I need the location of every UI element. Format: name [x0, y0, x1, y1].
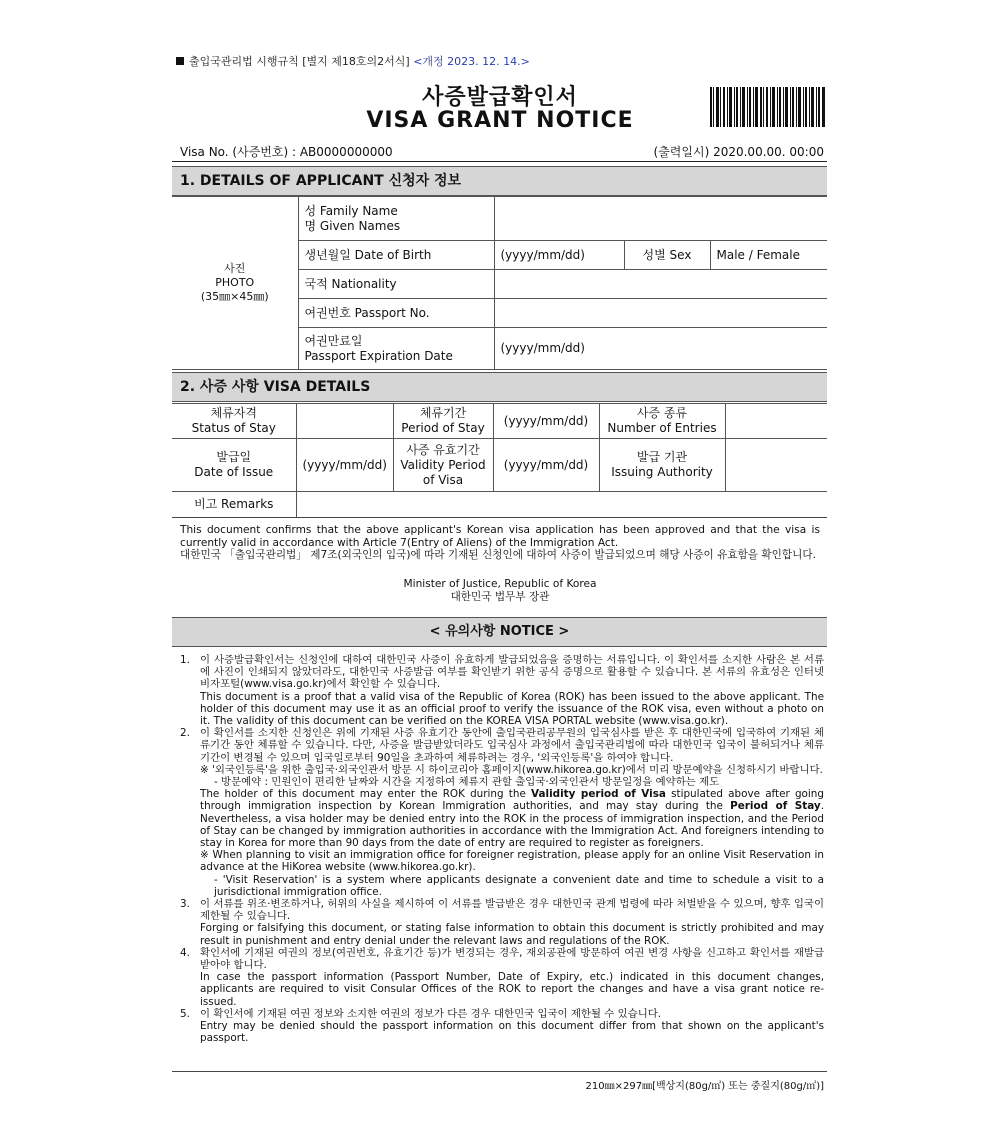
notice-2-en-part: The holder of this document may enter the ROK during the	[200, 788, 532, 801]
photo-box	[172, 197, 298, 370]
name-label-cell	[298, 197, 494, 241]
revision-date: <개정 2023. 12. 14.>	[413, 55, 530, 68]
notice-2-note-3: ※ When planning to visit an immigration office for foreigner registration, please apply for an online Visit Reservation in advance at the HiKorea website (www.hikorea.go.kr).	[200, 849, 824, 874]
nationality-label: 국적 Nationality	[298, 270, 494, 299]
visa-details-table	[172, 403, 827, 518]
dob-label: 생년월일 Date of Birth	[298, 241, 494, 270]
document-title-en: VISA GRANT NOTICE	[366, 108, 634, 133]
entries-label-en: Number of Entries	[607, 421, 717, 435]
notice-1-en: This document is a proof that a valid visa of the Republic of Korea (ROK) has been issued to the above applicant. The holder of this document may use it as an official proof to verify the issuance of the ROK visa, even without a photo on it. The validity of this document can be verified on the KOREA VISA PORTAL website (www.visa.go.kr).	[200, 690, 824, 728]
confirmation-ko: 대한민국 「출입국관리법」 제7조(외국인의 입국)에 따라 기재된 신청인에 대하여 사증이 발급되었으며 해당 사증이 유효함을 확인합니다.	[180, 549, 816, 562]
notice-number: 3.	[180, 898, 190, 911]
dob-value[interactable]: (yyyy/mm/dd)	[494, 241, 624, 270]
entries-value-field[interactable]	[725, 404, 827, 439]
notice-item-5	[180, 1008, 824, 1045]
minister-en: Minister of Justice, Republic of Korea	[403, 578, 597, 590]
notice-3-en: Forging or falsifying this document, or stating false information to obtain this document is strictly prohibited and may result in punishment and entry denial under the relevant laws and regulations of the ROK.	[200, 922, 824, 947]
paper-spec: 210㎜×297㎜[백상지(80g/㎡) 또는 중질지(80g/㎡)]	[585, 1081, 824, 1092]
notice-item-1	[180, 654, 824, 727]
period-value[interactable]: (yyyy/mm/dd)	[493, 404, 599, 439]
notice-3-ko: 이 서류를 위조·변조하거나, 허위의 사실을 제시하여 이 서류를 발급받은 경우 대한민국 관계 법령에 따라 처벌받을 수 있으며, 향후 입국이 제한될 수 있습니다.	[200, 898, 824, 923]
issuer-block	[350, 578, 650, 604]
period-of-stay-emphasis: Period of Stay	[730, 800, 821, 813]
notice-number: 5.	[180, 1007, 190, 1020]
status-label-cell	[172, 404, 296, 439]
barcode-icon	[710, 87, 825, 127]
period-label-cell	[393, 404, 493, 439]
remarks-value-field[interactable]	[296, 492, 827, 518]
notice-5-en: Entry may be denied should the passport information on this document differ from that shown on the applicant's passport.	[200, 1020, 824, 1045]
notice-1-ko: 이 사증발급확인서는 신청인에 대하여 대한민국 사증이 유효하게 발급되었음을 증명하는 서류입니다. 이 확인서를 소지한 사람은 본 서류에 사진이 인쇄되지 않았더라도, 대한민국 사증발급 여부를 확인받기 위한 공식 증명으로 활용할 수 있습니다. 본 서류의 유효성은 인터넷 비자포털(www.visa.go.kr)에서 확인할 수 있습니다.	[200, 654, 824, 691]
issue-value[interactable]: (yyyy/mm/dd)	[296, 439, 393, 492]
form-reference	[176, 53, 530, 69]
notice-heading: < 유의사항 NOTICE >	[172, 617, 827, 647]
sex-label: 성별 Sex	[624, 241, 710, 270]
authority-label-ko: 발급 기관	[636, 450, 688, 464]
document-title-ko: 사증발급확인서	[422, 85, 578, 110]
print-datetime: (출력일시) 2020.00.00. 00:00	[653, 145, 824, 159]
given-names-label: 명 Given Names	[304, 218, 401, 233]
confirmation-en: This document confirms that the above applicant's Korean visa application has been approved and that the visa is currently valid in accordance with Article 7(Entry of Aliens) of the Immigration Act.	[180, 524, 820, 549]
family-name-label: 성 Family Name	[304, 203, 398, 218]
notice-2-note-1: ※ '외국인등록'을 위한 출입국·외국인관서 방문 시 하이코리아 홈페이지(www.hikorea.go.kr)에서 미리 방문예약을 신청하시기 바랍니다.	[200, 763, 823, 776]
notice-2-en-part: stipulated above after going through immigration inspection by Korean Immigration authorities, and may stay during the	[200, 788, 824, 813]
legal-reference: 출입국관리법 시행규칙 [별지 제18호의2서식]	[189, 55, 410, 68]
notice-4-en: In case the passport information (Passport Number, Date of Expiry, etc.) indicated in this document changes, applicants are required to visit Consular Offices of the ROK to report the changes and have a visa grant notice re-issued.	[200, 971, 824, 1008]
status-value-field[interactable]	[296, 404, 393, 439]
passport-exp-label-ko: 여권만료일	[304, 333, 363, 348]
notice-2-note-2: - 방문예약 : 민원인이 편리한 날짜와 시간을 지정하여 체류지 관할 출입국·외국인관서 방문일정을 예약하는 제도	[214, 776, 720, 789]
issue-label-ko: 발급일	[216, 450, 252, 464]
name-value-field[interactable]	[494, 197, 827, 241]
passport-exp-label-en: Passport Expiration Date	[304, 348, 453, 363]
divider	[172, 517, 827, 518]
entries-label-ko: 사증 종류	[636, 406, 688, 420]
sex-value[interactable]: Male / Female	[710, 241, 827, 270]
passport-no-value-field[interactable]	[494, 299, 827, 328]
nationality-value-field[interactable]	[494, 270, 827, 299]
notice-5-ko: 이 확인서에 기재된 여권 정보와 소지한 여권의 정보가 다른 경우 대한민국 입국이 제한될 수 있습니다.	[200, 1007, 662, 1020]
photo-label-ko: 사진	[224, 262, 246, 275]
confirmation-text	[180, 524, 820, 562]
notice-number: 4.	[180, 946, 190, 959]
divider	[172, 161, 827, 162]
passport-exp-value[interactable]: (yyyy/mm/dd)	[494, 328, 827, 370]
visa-number: Visa No. (사증번호) : AB0000000000	[180, 145, 393, 159]
notice-number: 1.	[180, 654, 190, 666]
photo-label-en: PHOTO	[215, 276, 255, 289]
minister-ko: 대한민국 법무부 장관	[450, 591, 550, 603]
issue-label-en: Date of Issue	[194, 465, 274, 479]
authority-label-en: Issuing Authority	[611, 465, 713, 479]
validity-label-en-1: Validity Period	[400, 457, 486, 472]
authority-value-field[interactable]	[725, 439, 827, 492]
notice-2-note-4: - 'Visit Reservation' is a system where applicants designate a convenient date and time to schedule a visit to a jurisdictional immigration office.	[214, 873, 824, 898]
divider	[172, 1071, 827, 1072]
validity-period-emphasis: Validity period of Visa	[531, 788, 666, 801]
section-heading-visa: 2. 사증 사항 VISA DETAILS	[172, 372, 827, 402]
status-label-en: Status of Stay	[191, 421, 276, 435]
authority-label-cell	[599, 439, 725, 492]
status-label-ko: 체류자격	[210, 406, 257, 420]
photo-size: (35㎜×45㎜)	[200, 290, 269, 303]
notice-item-3	[180, 898, 824, 947]
remarks-label: 비고 Remarks	[172, 492, 296, 518]
notice-list	[180, 654, 824, 1045]
passport-no-label: 여권번호 Passport No.	[298, 299, 494, 328]
notice-number: 2.	[180, 727, 190, 740]
notice-4-ko: 확인서에 기재된 여권의 정보(여권번호, 유효기간 등)가 변경되는 경우, 재외공관에 방문하여 여권 변경 사항을 신고하고 확인서를 재발급 받아야 합니다.	[200, 946, 824, 972]
applicant-details-table	[172, 196, 827, 370]
entries-label-cell	[599, 404, 725, 439]
section-heading-applicant: 1. DETAILS OF APPLICANT 신청자 정보	[172, 166, 827, 196]
notice-2-ko: 이 확인서를 소지한 신청인은 위에 기재된 사증 유효기간 동안에 출입국관리공무원의 입국심사를 받은 후 대한민국에 입국하여 기재된 체류기간 동안 체류할 수 있습니다. 다만, 사증을 발급받았더라도 입국심사 과정에서 출입국관리법에 따라 대한민국 입국이 불허되거나 체류기간이 변경될 수 있으며 입국일로부터 90일을 초과하여 체류하려는 경우, '외국인등록'을 하여야 합니다.	[200, 727, 824, 764]
period-label-en: Period of Stay	[401, 421, 485, 435]
passport-exp-label-cell	[298, 328, 494, 370]
notice-item-4	[180, 947, 824, 1008]
notice-item-2	[180, 727, 824, 898]
notice-2-en-part: . Nevertheless, a visa holder may be denied entry into the ROK in the process of immigration inspection, and the Period of Stay can be changed by immigration authorities in accordance with the Immigration Act. And foreigners intending to stay in Korea for more than 90 days from the date of entry are required to register as foreigners.	[200, 800, 824, 850]
square-bullet-icon	[176, 57, 184, 65]
validity-value[interactable]: (yyyy/mm/dd)	[493, 439, 599, 492]
validity-label-cell	[393, 439, 493, 492]
validity-label-ko: 사증 유효기간	[406, 442, 480, 457]
issue-label-cell	[172, 439, 296, 492]
notice-2-en	[200, 788, 824, 849]
validity-label-en-2: of Visa	[422, 472, 464, 487]
period-label-ko: 체류기간	[419, 406, 467, 420]
